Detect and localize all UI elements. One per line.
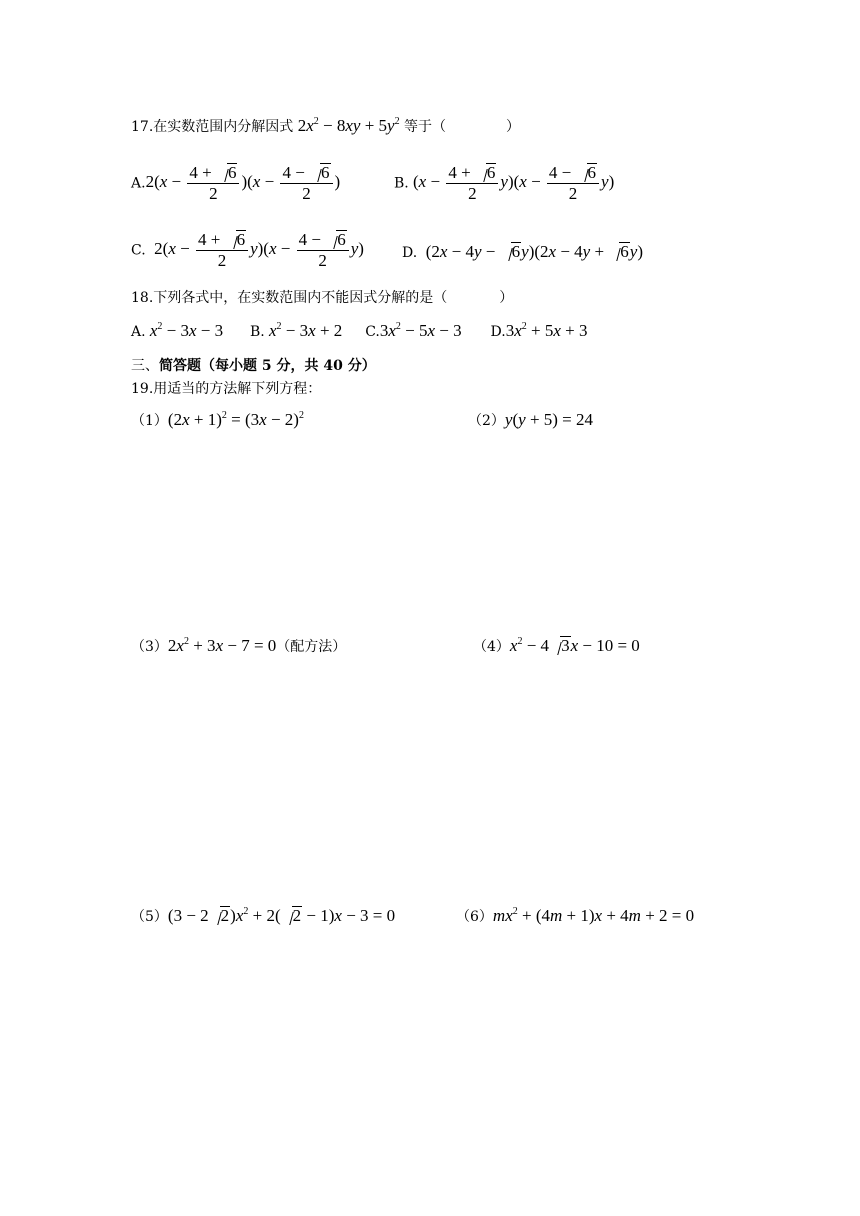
q17-option-d: D. (2x − 4y − 6y)(2x − 4y + 6y) xyxy=(402,242,644,261)
q17-stem: 17.在实数范围内分解因式 $2x^2 - 8xy + 5y^2$ 等于（ ） xyxy=(131,116,521,135)
q18-options xyxy=(131,321,588,342)
q19-part5: （5）(3 − 2 $2)x^2 + 2$( 2 − 1)x − 3 = 0 xyxy=(131,906,396,925)
q18-stem: 18.下列各式中，在实数范围内不能因式分解的是（ ） xyxy=(131,290,514,306)
q19-part3: $(3)2x^2 + 3x - 7 = 0$（配方法） xyxy=(131,636,347,655)
q19-part6: $(6)mx^2 + (4m + 1)x + 4m + 2 = 0$ xyxy=(456,906,695,925)
q18-option-b: B. $x^2 - 3x + 2$ xyxy=(250,321,343,340)
q18-option-a: A. $x^2 - 3x - 3$ xyxy=(131,321,224,340)
q19-part4: $(4)x^2 - 4$ 3x − 10 = 0 xyxy=(473,636,640,655)
q19-stem: 19.用适当的方法解下列方程： xyxy=(131,381,322,397)
q17-option-b: B. (x − $\frac{4 + 6}{2}$ y)(x − $\frac{4 - 6}{2}$ y) xyxy=(394,163,615,203)
q17-option-a: A.2(x − $\frac{4 + 6}{2}$ )(x − $\frac{4 - 6}{2}$ ) xyxy=(131,163,341,203)
q19-part2: （2）y(y + 5) = 24 xyxy=(468,410,594,429)
q17-option-c: C. 2(x − $\frac{4 + 6}{2}$ y)(x − $\frac{4 - 6}{2}$ y) xyxy=(131,230,364,270)
section-heading: 三、简答题（每小题 5 分，共 40 分） xyxy=(131,358,376,374)
q18-option-d: $D.3x^2 + 5x + 3$ xyxy=(490,321,588,340)
q19-part1: $(1)(2x + 1)^2 = (3x - 2)^2$ xyxy=(131,410,304,429)
q17-expression: $2x^2 - 8xy + 5y^2$ xyxy=(297,116,400,135)
q18-option-c: $C.3x^2 - 5x - 3$ xyxy=(365,321,462,340)
